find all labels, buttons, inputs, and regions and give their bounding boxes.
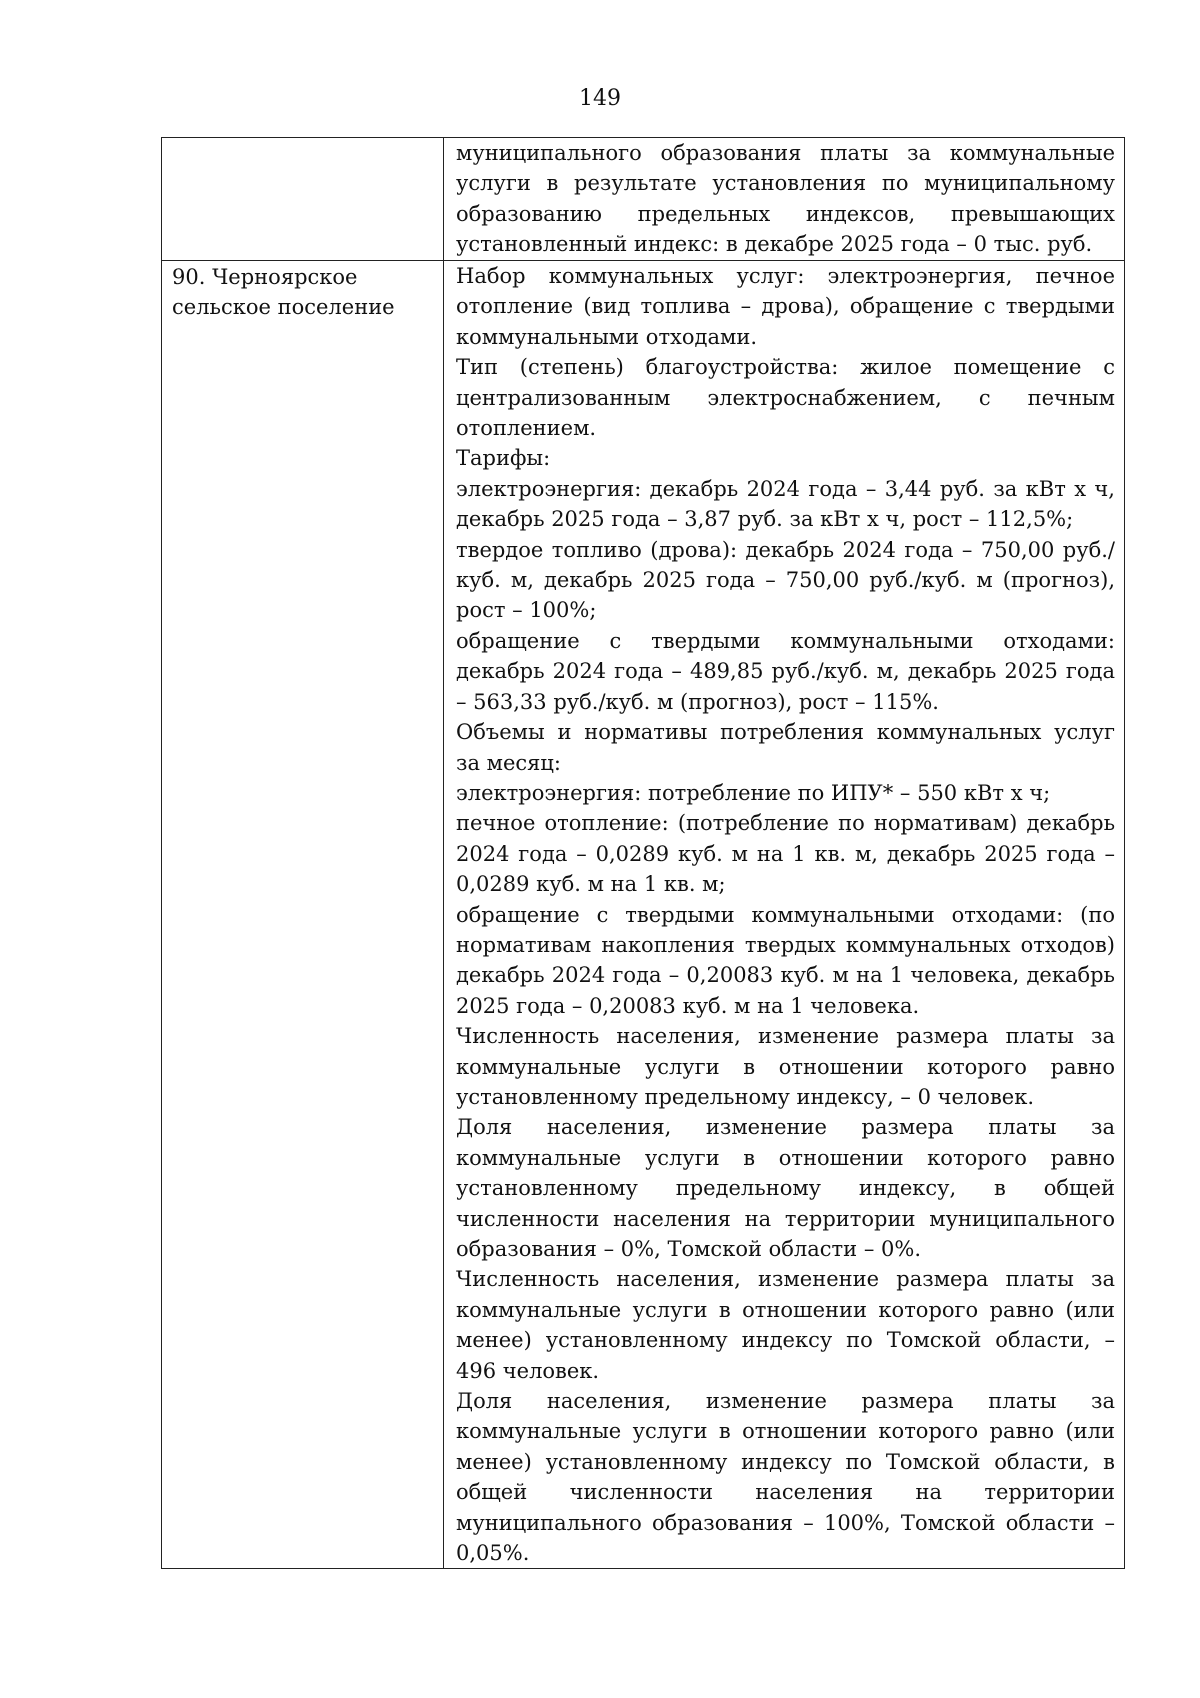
row-label-cell [162,261,444,1569]
paragraph-tariff-waste: обращение с твердыми коммунальными отходами: декабрь 2024 года – 489,85 руб./куб. м, декабрь 2025 года – 563,33 руб./куб. м (прогноз), рост – 115%. [456,628,1115,714]
row-label-cell-empty [162,138,444,261]
paragraph-tariff-solid-fuel: твердое топливо (дрова): декабрь 2024 года – 750,00 руб./куб. м, декабрь 2025 года – 750,00 руб./куб. м (прогноз), рост – 100%; [456,537,1115,623]
paragraph-population-limit-share: Доля населения, изменение размера платы за коммунальные услуги в отношении которого равно установленному предельному индексу, в общей численности населения на территории муниципального образования – 0%, Томской области – 0%. [456,1115,1115,1261]
paragraph-volumes-heading: Объемы и нормативы потребления коммунальных услуг за месяц: [456,720,1115,775]
row-content-cell [444,138,1125,261]
table-row-continuation [162,138,1125,261]
table-row-90 [162,261,1125,1569]
paragraph-services-set: Набор коммунальных услуг: электроэнергия, печное отопление (вид топлива – дрова), обращение с твердыми коммунальными отходами. [456,264,1115,349]
paragraph-improvement-type: Тип (степень) благоустройства: жилое помещение с централизованным электроснабжением, с печным отоплением. [456,355,1115,441]
document-table [161,137,1125,1569]
paragraph-tariff-electricity: электроэнергия: декабрь 2024 года – 3,44 руб. за кВт х ч, декабрь 2025 года – 3,87 руб. за кВт х ч, рост – 112,5%; [456,476,1115,532]
paragraph-population-index-count: Численность населения, изменение размера платы за коммунальные услуги в отношении которого равно (или менее) установленному индексу по Томской области, – 496 человек. [456,1267,1115,1383]
row-content-cell [444,261,1125,1569]
paragraph-population-limit-count: Численность населения, изменение размера платы за коммунальные услуги в отношении которого равно установленному предельному индексу, – 0 человек. [456,1024,1115,1109]
page-number: 149 [579,86,621,111]
paragraph-volume-waste: обращение с твердыми коммунальными отходами: (по нормативам накопления твердых коммунальных отходов) декабрь 2024 года – 0,20083 куб. м на 1 человека, декабрь 2025 года – 0,20083 куб. м на 1 человека. [456,902,1115,1018]
settlement-name-line2: сельское поселение [172,295,395,320]
paragraph-tariffs-heading: Тарифы: [456,446,551,471]
paragraph-volume-heating: печное отопление: (потребление по нормативам) декабрь 2024 года – 0,0289 куб. м на 1 кв. м, декабрь 2025 года – 0,0289 куб. м на 1 кв. м; [456,811,1115,897]
paragraph-population-index-share: Доля населения, изменение размера платы за коммунальные услуги в отношении которого равно (или менее) установленному индексу по Томской области, в общей численности населения на территории муниципального образования – 100%, Томской области – 0,05%. [456,1389,1115,1566]
paragraph-volume-electricity: электроэнергия: потребление по ИПУ* – 550 кВт х ч; [456,780,1051,805]
continuation-paragraph: муниципального образования платы за коммунальные услуги в результате установления по муниципальному образованию предельных индексов, превышающих установленный индекс: в декабре 2025 года – 0 тыс. руб. [456,141,1115,257]
settlement-name-line1: 90. Черноярское [172,265,358,289]
